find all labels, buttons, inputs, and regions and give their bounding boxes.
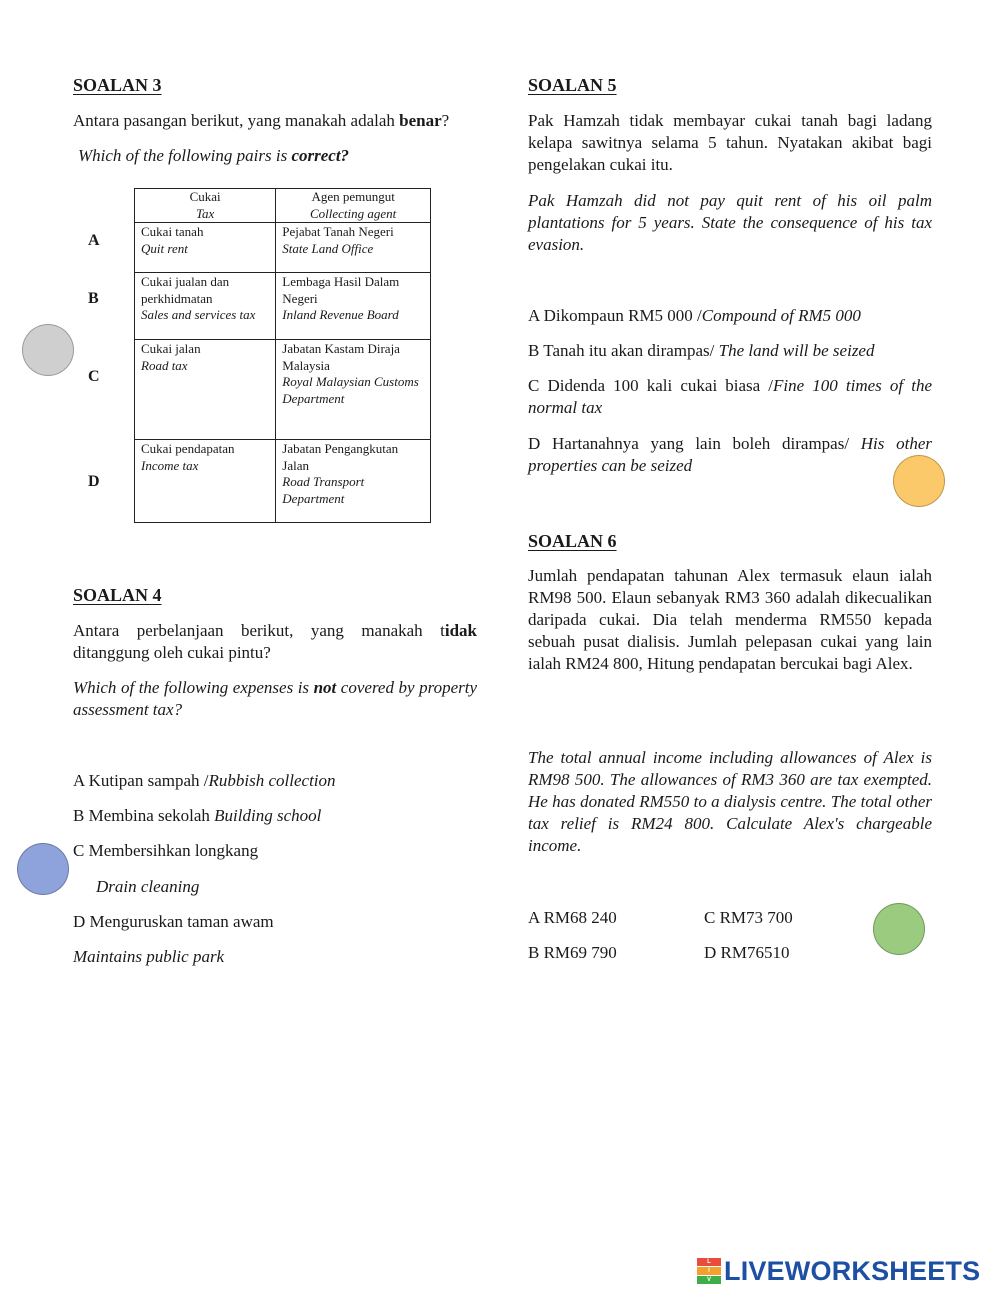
q6-option-a[interactable]: A RM68 240 bbox=[528, 908, 617, 927]
answer-drop-circle-q3[interactable] bbox=[22, 324, 74, 376]
q4-option-a[interactable]: A Kutipan sampah /Rubbish collection bbox=[73, 771, 336, 790]
q4-question-en: Which of the following expenses is not covered by property assessment tax? bbox=[73, 678, 477, 719]
q6-question-en: The total annual income including allowances of Alex is RM98 500. The allowances of RM3 360 are tax exempted. He has donated RM550 to a dialysis centre. The total other tax relief is RM24 800. Calculate Alex's chargeable income. bbox=[528, 748, 932, 855]
tax-cell: Cukai tanah Quit rent bbox=[135, 223, 276, 273]
liveworksheets-logo-icon: L I V bbox=[697, 1258, 721, 1284]
agent-cell: Lembaga Hasil Dalam Negeri Inland Revenue Board bbox=[276, 273, 431, 340]
agent-cell: Pejabat Tanah Negeri State Land Office bbox=[276, 223, 431, 273]
q3-question-ms: Antara pasangan berikut, yang manakah adalah benar? bbox=[73, 111, 450, 130]
q3-row-label-d: D bbox=[88, 473, 100, 490]
q3-question-en: Which of the following pairs is correct? bbox=[78, 146, 350, 165]
header-tax: Cukai Tax bbox=[135, 189, 276, 223]
table-row bbox=[135, 340, 431, 440]
q5-option-b[interactable]: B Tanah itu akan dirampas/ The land will be seized bbox=[528, 341, 875, 360]
table-row bbox=[135, 223, 431, 273]
q5-option-d[interactable]: D Hartanahnya yang lain boleh dirampas/ His other properties can be seized bbox=[528, 434, 932, 475]
q3-tax-table bbox=[134, 188, 431, 523]
q6-question-ms: Jumlah pendapatan tahunan Alex termasuk elaun ialah RM98 500. Elaun sebanyak RM3 360 adalah dikecualikan daripada cukai. Dia telah menderma RM550 kepada sebuah pusat dialisis. Jumlah pelepasan cukai yang lain ialah RM24 800, Hitung pendapatan bercukai bagi Alex. bbox=[528, 566, 932, 673]
answer-drop-circle-q6[interactable] bbox=[873, 903, 925, 955]
tax-cell: Cukai pendapatan Income tax bbox=[135, 440, 276, 523]
q4-option-d-en: Maintains public park bbox=[73, 947, 225, 966]
q5-question-ms: Pak Hamzah tidak membayar cukai tanah bagi ladang kelapa sawitnya selama 5 tahun. Nyatakan akibat bagi pengelakan cukai itu. bbox=[528, 111, 932, 174]
q6-option-b[interactable]: B RM69 790 bbox=[528, 943, 617, 962]
answer-drop-circle-q5[interactable] bbox=[893, 455, 945, 507]
q5-option-c[interactable]: C Didenda 100 kali cukai biasa /Fine 100 times of the normal tax bbox=[528, 376, 933, 417]
header-agent: Agen pemungut Collecting agent bbox=[276, 189, 431, 223]
table-header-row bbox=[135, 189, 431, 223]
q3-row-label-a: A bbox=[88, 232, 100, 249]
q3-row-label-b: B bbox=[88, 290, 99, 307]
q5-option-a[interactable]: A Dikompaun RM5 000 /Compound of RM5 000 bbox=[528, 306, 861, 325]
tax-cell: Cukai jualan dan perkhidmatan Sales and services tax bbox=[135, 273, 276, 340]
q4-heading: SOALAN 4 bbox=[73, 585, 162, 605]
q5-question-en: Pak Hamzah did not pay quit rent of his oil palm plantations for 5 years. State the consequence of his tax evasion. bbox=[528, 191, 932, 254]
q4-option-c-en: Drain cleaning bbox=[96, 877, 200, 896]
q4-option-d[interactable]: D Menguruskan taman awam bbox=[73, 912, 274, 931]
q5-heading: SOALAN 5 bbox=[528, 75, 617, 95]
q4-option-c[interactable]: C Membersihkan longkang bbox=[73, 841, 259, 860]
liveworksheets-logo bbox=[697, 1256, 980, 1286]
table-row bbox=[135, 273, 431, 340]
q3-heading: SOALAN 3 bbox=[73, 75, 162, 95]
q6-heading: SOALAN 6 bbox=[528, 531, 617, 551]
q4-question-ms: Antara perbelanjaan berikut, yang manakah tidak ditanggung oleh cukai pintu? bbox=[73, 621, 477, 662]
answer-drop-circle-q4[interactable] bbox=[17, 843, 69, 895]
agent-cell: Jabatan Kastam Diraja Malaysia Royal Malaysian Customs Department bbox=[276, 340, 431, 440]
agent-cell: Jabatan Pengangkutan Jalan Road Transport Department bbox=[276, 440, 431, 523]
table-row bbox=[135, 440, 431, 523]
q6-option-c[interactable]: C RM73 700 bbox=[704, 908, 793, 927]
tax-cell: Cukai jalan Road tax bbox=[135, 340, 276, 440]
q6-option-d[interactable]: D RM76510 bbox=[704, 943, 790, 962]
q3-row-label-c: C bbox=[88, 368, 100, 385]
liveworksheets-logo-text: LIVEWORKSHEETS bbox=[724, 1256, 981, 1286]
q4-option-b[interactable]: B Membina sekolah Building school bbox=[73, 806, 322, 825]
